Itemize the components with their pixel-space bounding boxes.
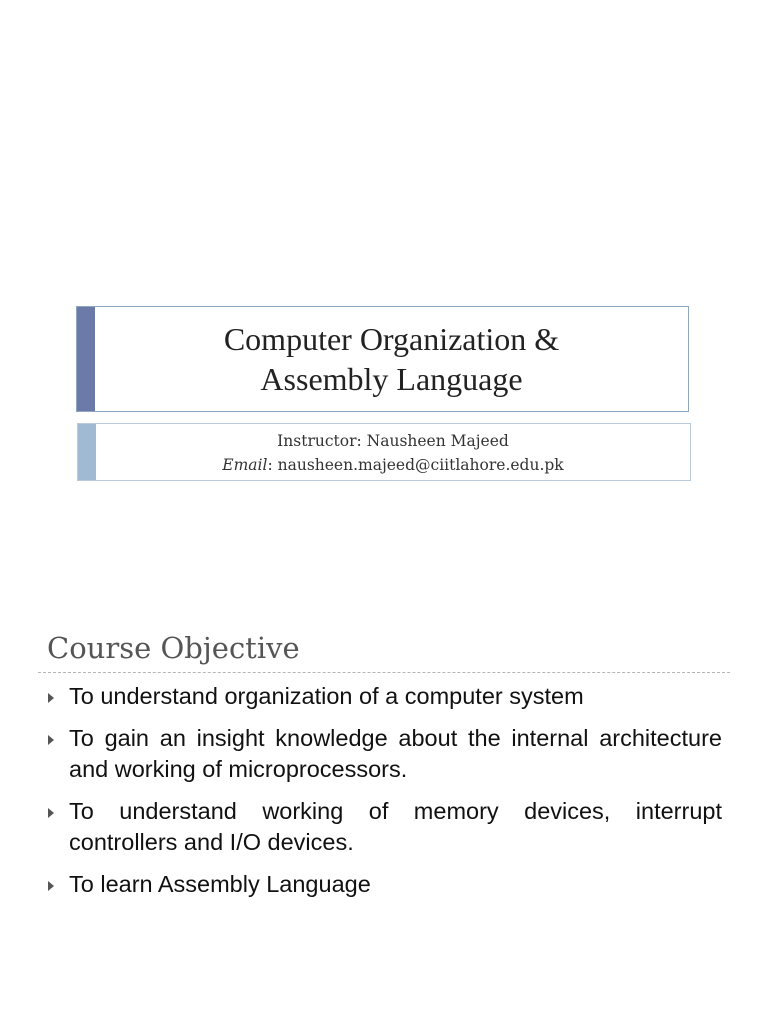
subtitle-box (77, 423, 691, 481)
triangle-bullet-icon (48, 808, 54, 818)
list-item (47, 869, 722, 900)
list-item-text: To gain an insight knowledge about the internal architecture and working of microprocessors. (69, 725, 722, 782)
heading-divider (38, 672, 730, 673)
email-line (96, 453, 690, 477)
objective-list (47, 681, 722, 911)
list-item-text: To learn Assembly Language (69, 871, 371, 897)
slide-subtitle (96, 429, 690, 477)
subtitle-accent-bar (78, 424, 96, 480)
slide-title (95, 319, 688, 399)
email-label: Email (222, 456, 268, 474)
list-item-text: To understand working of memory devices, interrupt controllers and I/O devices. (69, 798, 722, 855)
list-item (47, 723, 722, 785)
instructor-line: Instructor: Nausheen Majeed (277, 432, 509, 450)
title-line-1: Computer Organization & (223, 321, 560, 357)
triangle-bullet-icon (48, 693, 54, 703)
triangle-bullet-icon (48, 881, 54, 891)
title-line-2: Assembly Language (260, 361, 523, 397)
title-box (76, 306, 689, 412)
list-item (47, 681, 722, 712)
email-value: : nausheen.majeed@ciitlahore.edu.pk (267, 456, 564, 474)
triangle-bullet-icon (48, 735, 54, 745)
section-heading: Course Objective (47, 631, 300, 665)
title-accent-bar (77, 307, 95, 411)
list-item (47, 796, 722, 858)
list-item-text: To understand organization of a computer system (69, 683, 584, 709)
